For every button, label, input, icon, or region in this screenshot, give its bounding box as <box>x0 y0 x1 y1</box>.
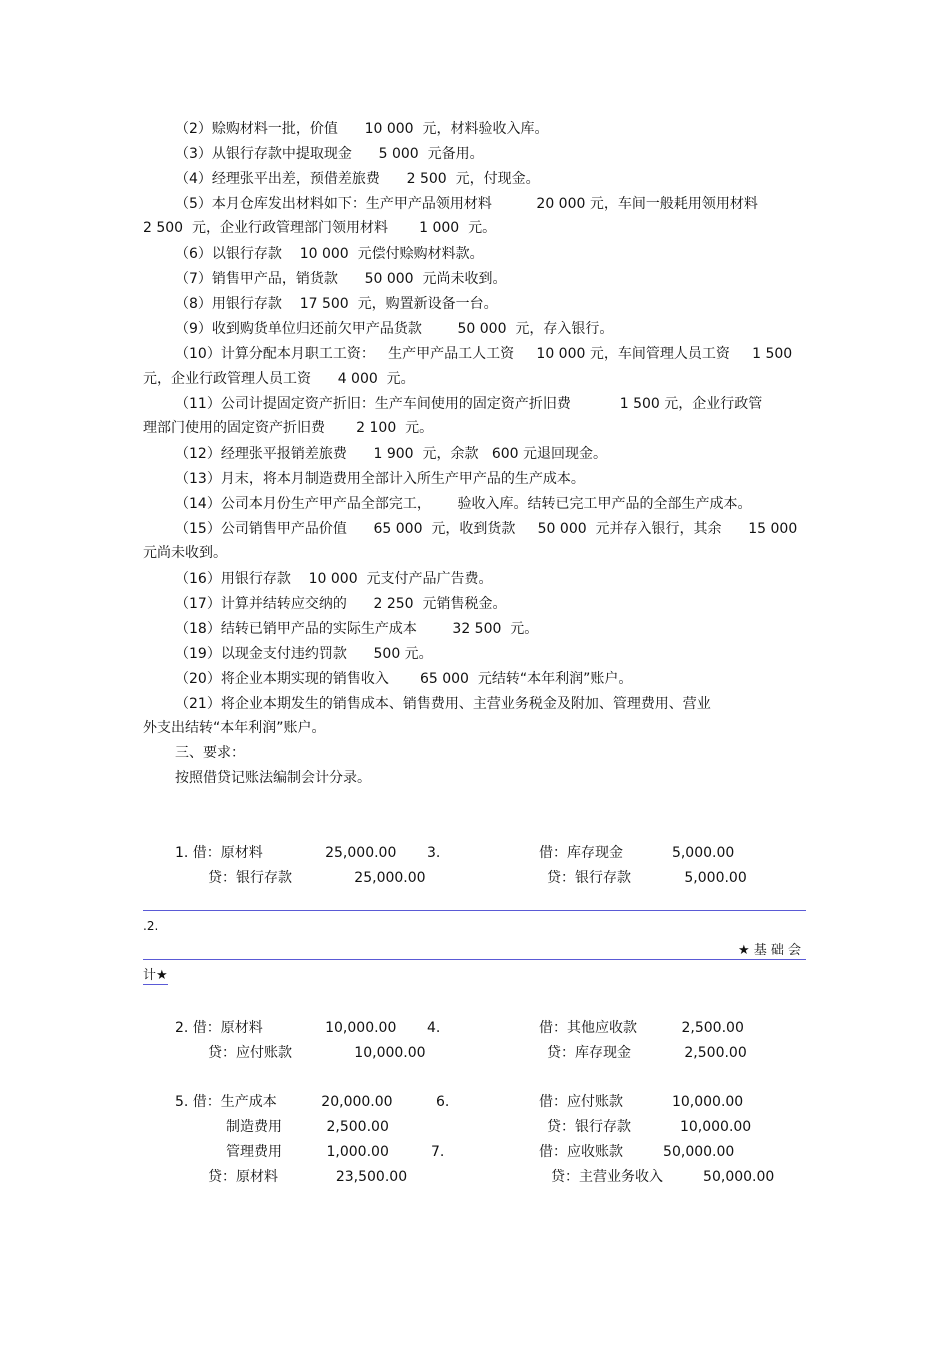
entry-1-debit: 1. 借：原材料 25,000.00 <box>175 845 397 861</box>
entry-3-debit: 借：库存现金 5,000.00 <box>539 845 735 861</box>
item-21: （21）将企业本期发生的销售成本、销售费用、主营业务税金及附加、管理费用、营业 <box>175 696 711 712</box>
item-14: （14）公司本月份生产甲产品全部完工， 验收入库。结转已完工甲产品的全部生产成本。 <box>175 496 752 512</box>
item-5: （5）本月仓库发出材料如下：生产甲产品领用材料 20 000 元，车间一般耗用领用材料 <box>175 196 758 212</box>
item-15-cont: 元尚未收到。 <box>143 545 227 561</box>
entry-3-number: 3. <box>427 845 441 861</box>
requirements-heading: 三、要求： <box>175 745 245 761</box>
entry-2-credit: 贷：应付账款 10,000.00 <box>208 1045 426 1061</box>
entry-6-debit: 借：应付账款 10,000.00 <box>539 1094 744 1110</box>
item-19: （19）以现金支付违约罚款 500 元。 <box>175 646 433 662</box>
item-17: （17）计算并结转应交纳的 2 250 元销售税金。 <box>175 596 507 612</box>
item-8: （8）用银行存款 17 500 元，购置新设备一台。 <box>175 296 498 312</box>
entry-4-credit: 贷：库存现金 2,500.00 <box>547 1045 747 1061</box>
entry-4-number: 4. <box>427 1020 441 1036</box>
item-4: （4）经理张平出差，预借差旅费 2 500 元，付现金。 <box>175 171 540 187</box>
page-number: .2. <box>143 919 159 933</box>
item-10-cont: 元，企业行政管理人员工资 4 000 元。 <box>143 371 415 387</box>
page-divider-top <box>143 910 806 911</box>
entry-5-debit: 5. 借：生产成本 20,000.00 <box>175 1094 393 1110</box>
entry-7-credit: 贷：主营业务收入 50,000.00 <box>551 1169 775 1185</box>
entry-1-credit: 贷：银行存款 25,000.00 <box>208 870 426 886</box>
entry-5-line3: 管理费用 1,000.00 <box>226 1144 389 1160</box>
item-2: （2）赊购材料一批，价值 10 000 元，材料验收入库。 <box>175 121 549 137</box>
item-13: （13）月末，将本月制造费用全部计入所生产甲产品的生产成本。 <box>175 471 585 487</box>
page-divider-bottom <box>143 959 806 960</box>
item-16: （16）用银行存款 10 000 元支付产品广告费。 <box>175 571 493 587</box>
item-7: （7）销售甲产品，销货款 50 000 元尚未收到。 <box>175 271 507 287</box>
item-15: （15）公司销售甲产品价值 65 000 元，收到货款 50 000 元并存入银行，其余 15 000 <box>175 521 798 537</box>
item-9: （9）收到购货单位归还前欠甲产品货款 50 000 元，存入银行。 <box>175 321 614 337</box>
entry-7-debit: 借：应收账款 50,000.00 <box>539 1144 735 1160</box>
item-5-cont: 2 500 元，企业行政管理部门领用材料 1 000 元。 <box>143 220 497 236</box>
entry-4-debit: 借：其他应收款 2,500.00 <box>539 1020 744 1036</box>
item-12: （12）经理张平报销差旅费 1 900 元，余款 600 元退回现金。 <box>175 446 608 462</box>
entry-5-credit: 贷：原材料 23,500.00 <box>208 1169 408 1185</box>
entry-5-line2: 制造费用 2,500.00 <box>226 1119 389 1135</box>
header-title-cont: 计★ <box>143 968 168 983</box>
item-10: （10）计算分配本月职工工资： 生产甲产品工人工资 10 000 元，车间管理人员工资 1 500 <box>175 346 793 362</box>
item-11: （11）公司计提固定资产折旧：生产车间使用的固定资产折旧费 1 500 元，企业行政管 <box>175 396 763 412</box>
item-3: （3）从银行存款中提取现金 5 000 元备用。 <box>175 146 484 162</box>
entry-7-number: 7. <box>431 1144 445 1160</box>
requirements-text: 按照借贷记账法编制会计分录。 <box>175 770 371 786</box>
item-21-cont: 外支出结转“本年利润”账户。 <box>143 720 326 736</box>
entry-3-credit: 贷：银行存款 5,000.00 <box>547 870 747 886</box>
item-20: （20）将企业本期实现的销售收入 65 000 元结转“本年利润”账户。 <box>175 671 633 687</box>
entry-6-credit: 贷：银行存款 10,000.00 <box>547 1119 752 1135</box>
entry-2-debit: 2. 借：原材料 10,000.00 <box>175 1020 397 1036</box>
entry-6-number: 6. <box>436 1094 450 1110</box>
item-6: （6）以银行存款 10 000 元偿付赊购材料款。 <box>175 246 484 262</box>
header-title: ★ 基 础 会 <box>738 943 802 958</box>
item-18: （18）结转已销甲产品的实际生产成本 32 500 元。 <box>175 621 539 637</box>
item-11-cont: 理部门使用的固定资产折旧费 2 100 元。 <box>143 420 434 436</box>
